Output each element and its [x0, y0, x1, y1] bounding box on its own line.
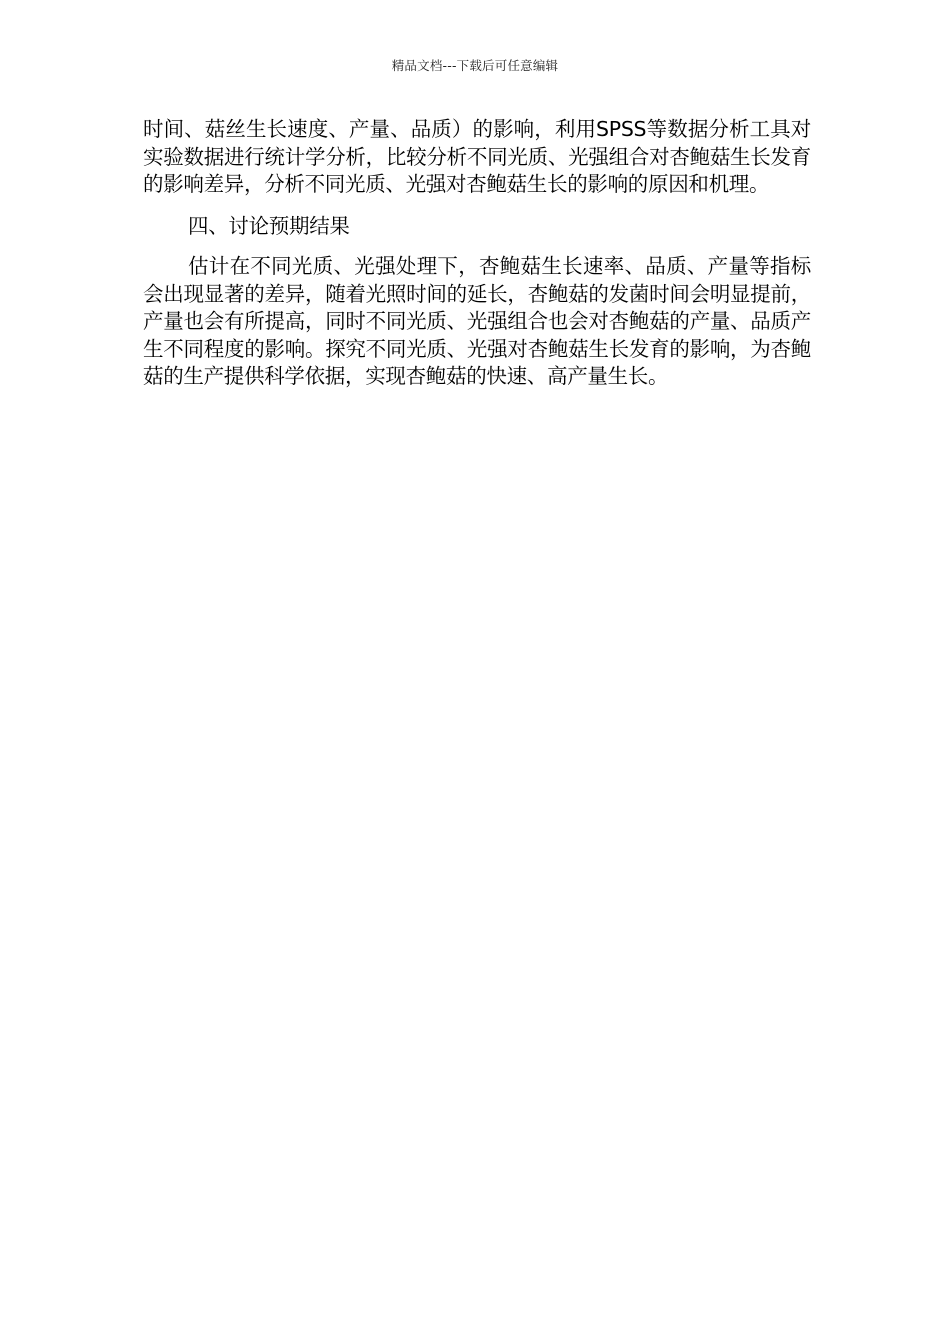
- section-heading: 四、讨论预期结果: [188, 213, 350, 238]
- page-header: 精品文档---下载后可任意编辑: [391, 58, 559, 73]
- paragraph-continued: 时间、菇丝生长速度、产量、品质）的影响，利用SPSS等数据分析工具对实验数据进行统计学分析，比较分析不同光质、光强组合对杏鲍菇生长发育的影响差异，分析不同光质、光强对杏鲍菇生长的影响的原因和机理。: [143, 117, 811, 196]
- paragraph-expected-results: 估计在不同光质、光强处理下，杏鲍菇生长速率、品质、产量等指标会出现显著的差异，随着光照时间的延长，杏鲍菇的发菌时间会明显提前，产量也会有所提高，同时不同光质、光强组合也会对杏鲍菇的产量、品质产生不同程度的影响。探究不同光质、光强对杏鲍菇生长发育的影响，为杏鲍菇的生产提供科学依据，实现杏鲍菇的快速、高产量生长。: [143, 254, 811, 388]
- document-body: [143, 116, 811, 391]
